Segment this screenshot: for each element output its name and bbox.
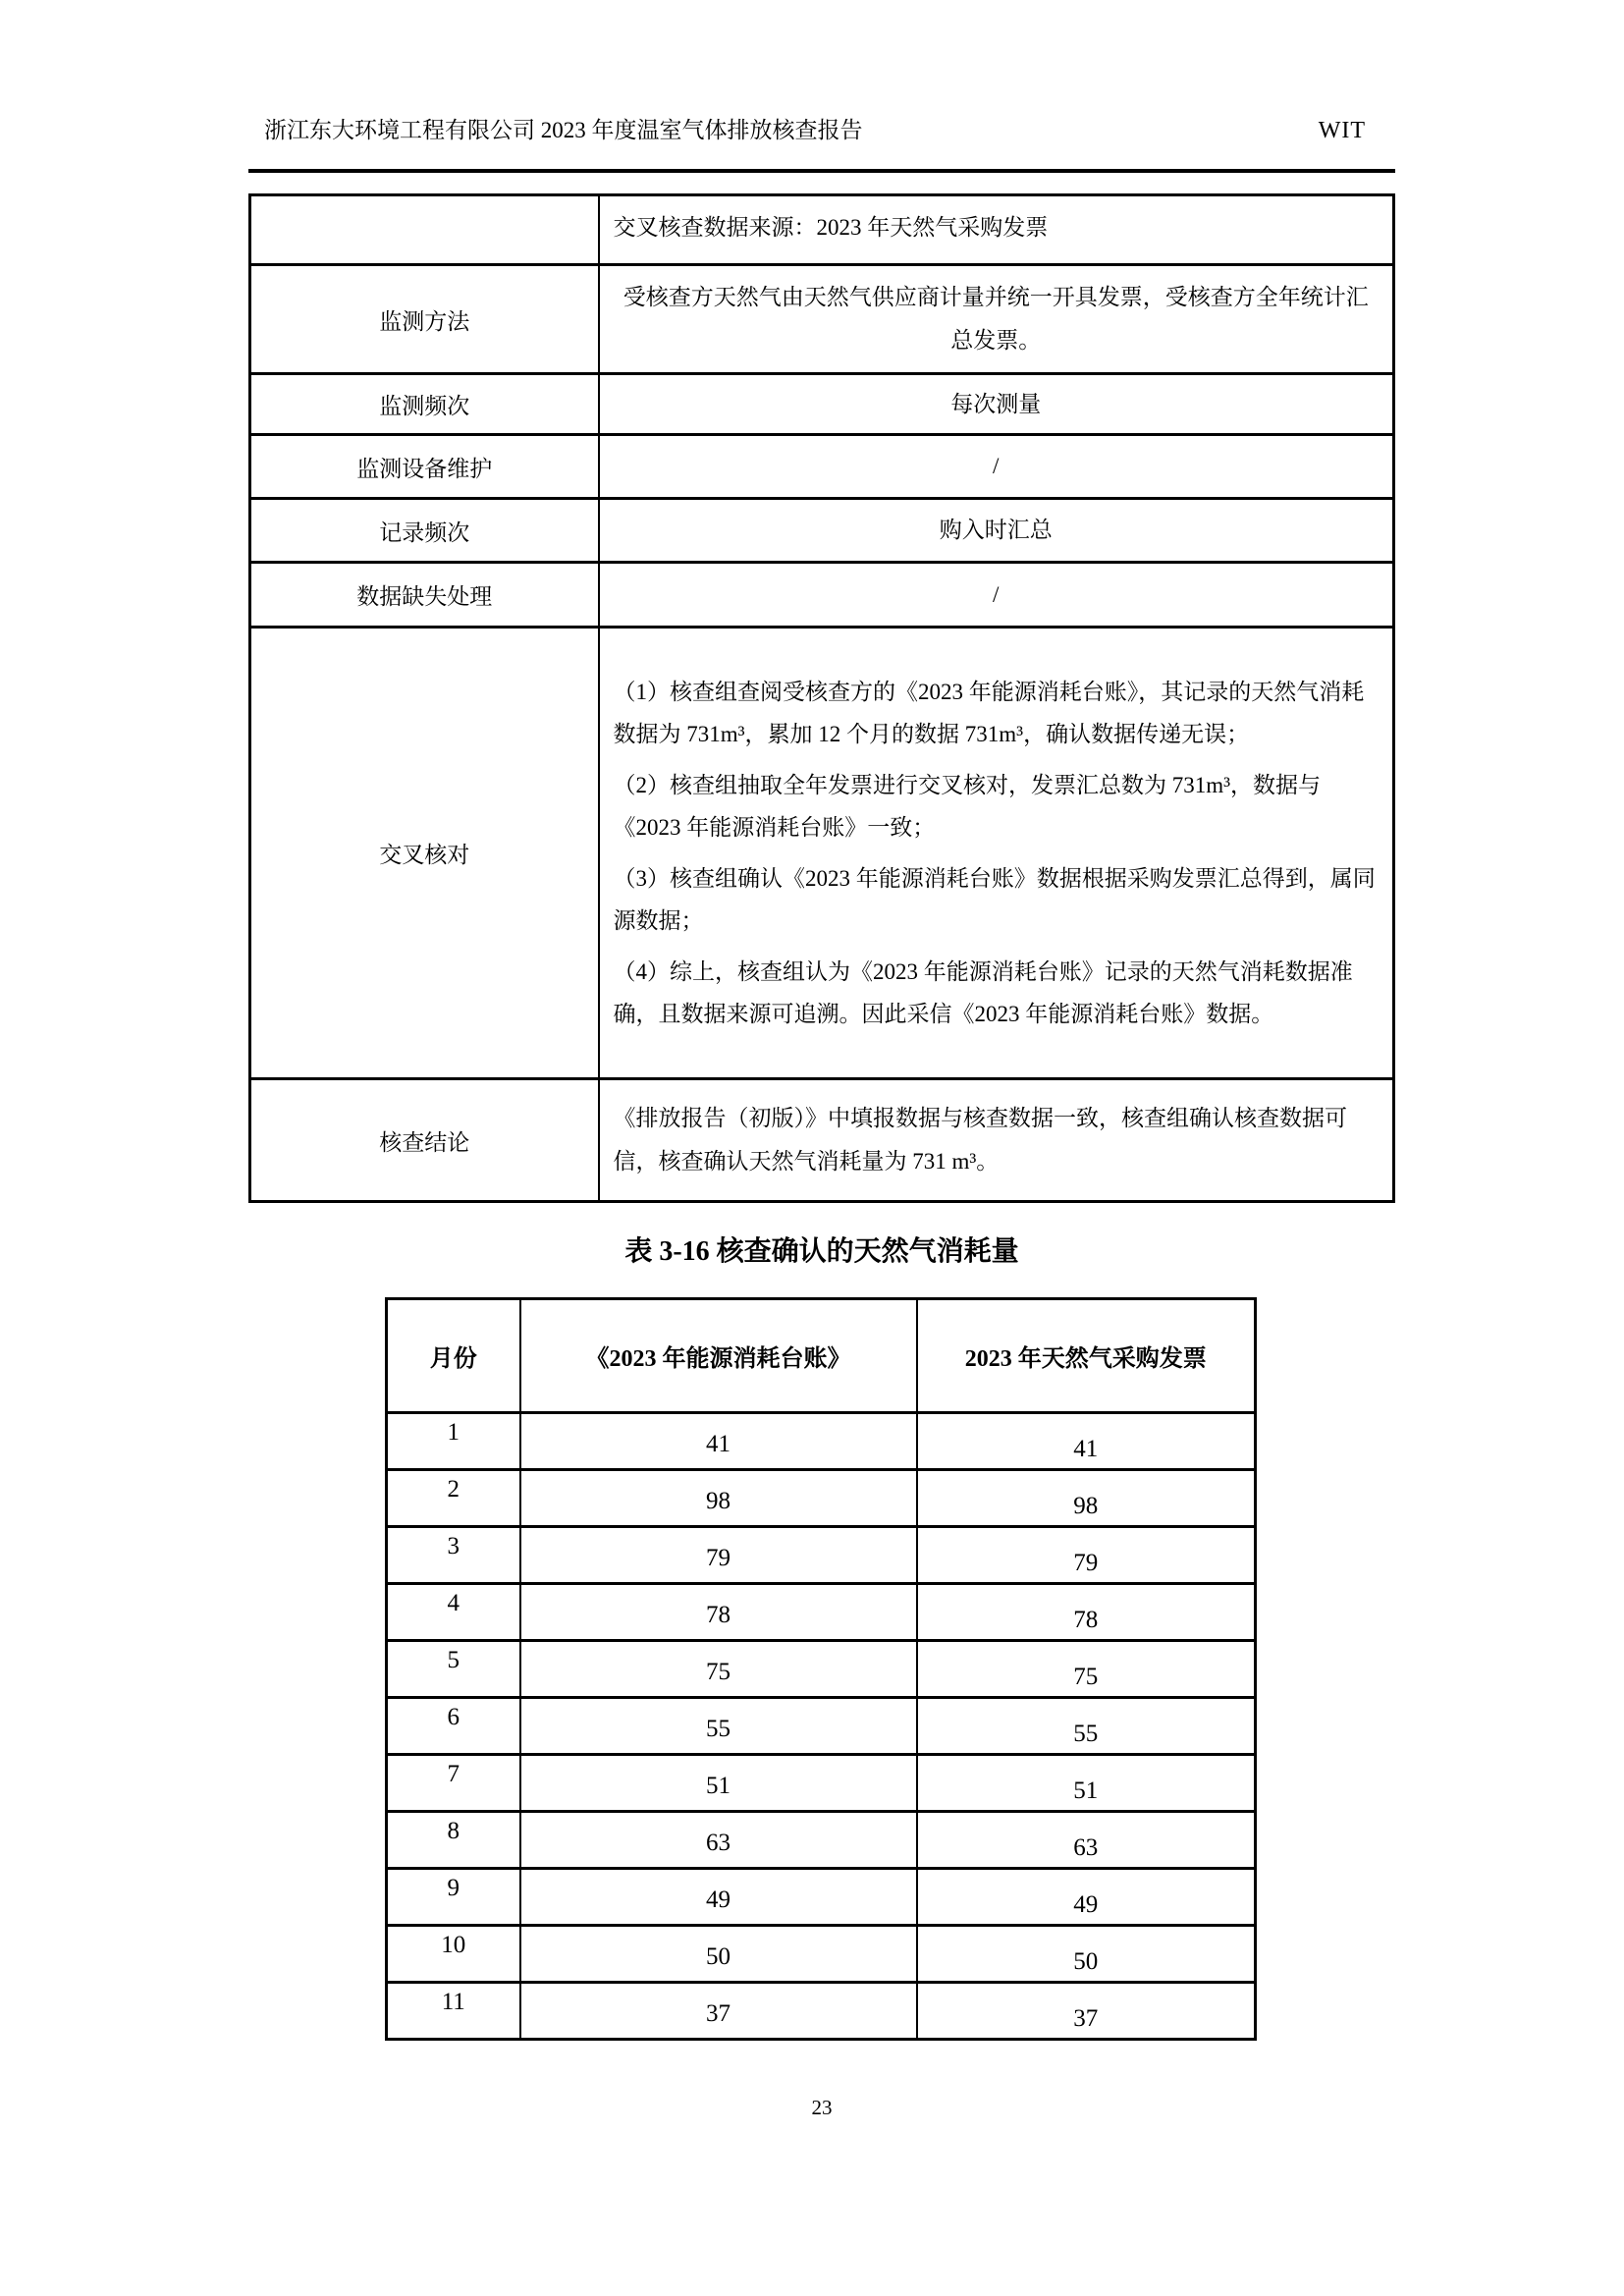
monitoring-row-value: 交叉核查数据来源：2023 年天然气采购发票 xyxy=(599,195,1394,265)
monitoring-row-label: 记录频次 xyxy=(250,499,599,563)
monitoring-row xyxy=(250,628,1394,1079)
month-cell: 1 xyxy=(387,1413,520,1470)
header-mark: WIT xyxy=(1318,118,1366,143)
consumption-column-header: 月份 xyxy=(387,1299,520,1413)
consumption-row xyxy=(387,1755,1256,1812)
ledger-value-cell: 79 xyxy=(520,1527,917,1584)
month-cell: 10 xyxy=(387,1926,520,1983)
monitoring-row-value xyxy=(599,628,1394,1079)
consumption-row xyxy=(387,1983,1256,2040)
ledger-value-cell: 49 xyxy=(520,1869,917,1926)
monitoring-row-label: 监测设备维护 xyxy=(250,435,599,499)
consumption-row xyxy=(387,1470,1256,1527)
ledger-value-cell: 55 xyxy=(520,1698,917,1755)
consumption-column-header: 《2023 年能源消耗台账》 xyxy=(520,1299,917,1413)
page-header xyxy=(248,116,1395,173)
page-content xyxy=(248,116,1395,2120)
monitoring-paragraph: （1）核查组查阅受核查方的《2023 年能源消耗台账》，其记录的天然气消耗数据为 731m³，累加 12 个月的数据 731m³，确认数据传递无误； xyxy=(613,680,1365,746)
invoice-value-cell: 51 xyxy=(917,1755,1256,1812)
monitoring-row-label xyxy=(250,195,599,265)
invoice-value-cell: 98 xyxy=(917,1470,1256,1527)
consumption-row xyxy=(387,1584,1256,1641)
monitoring-row-value: / xyxy=(599,435,1394,499)
monitoring-row-label: 数据缺失处理 xyxy=(250,563,599,628)
month-cell: 2 xyxy=(387,1470,520,1527)
consumption-header-row xyxy=(387,1299,1256,1413)
ledger-value-cell: 50 xyxy=(520,1926,917,1983)
monitoring-row-label: 监测方法 xyxy=(250,265,599,374)
header-rule xyxy=(248,169,1395,173)
monitoring-table xyxy=(248,193,1395,1203)
monitoring-row-value: 《排放报告（初版）》中填报数据与核查数据一致，核查组确认核查数据可信，核查确认天然气消耗量为 731 m³。 xyxy=(599,1079,1394,1202)
ledger-value-cell: 51 xyxy=(520,1755,917,1812)
monitoring-table-body xyxy=(250,195,1394,1202)
consumption-row xyxy=(387,1413,1256,1470)
ledger-value-cell: 75 xyxy=(520,1641,917,1698)
monitoring-row xyxy=(250,195,1394,265)
monitoring-row-value: 购入时汇总 xyxy=(599,499,1394,563)
month-cell: 3 xyxy=(387,1527,520,1584)
monitoring-row xyxy=(250,1079,1394,1202)
consumption-column-header: 2023 年天然气采购发票 xyxy=(917,1299,1256,1413)
header-row xyxy=(248,116,1395,145)
monitoring-row-value: 每次测量 xyxy=(599,374,1394,435)
ledger-value-cell: 37 xyxy=(520,1983,917,2040)
consumption-row xyxy=(387,1869,1256,1926)
month-cell: 4 xyxy=(387,1584,520,1641)
monitoring-row-value: 受核查方天然气由天然气供应商计量并统一开具发票，受核查方全年统计汇总发票。 xyxy=(599,265,1394,374)
month-cell: 5 xyxy=(387,1641,520,1698)
consumption-row xyxy=(387,1926,1256,1983)
consumption-row xyxy=(387,1812,1256,1869)
monitoring-paragraph: （4）综上，核查组认为《2023 年能源消耗台账》记录的天然气消耗数据准确，且数据来源可追溯。因此采信《2023 年能源消耗台账》数据。 xyxy=(613,959,1353,1026)
monitoring-row xyxy=(250,563,1394,628)
header-title: 浙江东大环境工程有限公司 2023 年度温室气体排放核查报告 xyxy=(264,118,863,142)
month-cell: 11 xyxy=(387,1983,520,2040)
monitoring-row-value: / xyxy=(599,563,1394,628)
month-cell: 9 xyxy=(387,1869,520,1926)
monitoring-row-label: 交叉核对 xyxy=(250,628,599,1079)
invoice-value-cell: 50 xyxy=(917,1926,1256,1983)
monitoring-row xyxy=(250,374,1394,435)
month-cell: 8 xyxy=(387,1812,520,1869)
invoice-value-cell: 75 xyxy=(917,1641,1256,1698)
consumption-table xyxy=(385,1297,1257,2041)
page-number: 23 xyxy=(811,2096,833,2119)
monitoring-paragraph: （3）核查组确认《2023 年能源消耗台账》数据根据采购发票汇总得到，属同源数据； xyxy=(613,866,1376,933)
invoice-value-cell: 79 xyxy=(917,1527,1256,1584)
table-3-16-title: 表 3-16 核查确认的天然气消耗量 xyxy=(624,1236,1019,1267)
ledger-value-cell: 63 xyxy=(520,1812,917,1869)
invoice-value-cell: 49 xyxy=(917,1869,1256,1926)
consumption-table-body xyxy=(387,1413,1256,2040)
monitoring-row-label: 监测频次 xyxy=(250,374,599,435)
invoice-value-cell: 63 xyxy=(917,1812,1256,1869)
invoice-value-cell: 78 xyxy=(917,1584,1256,1641)
month-cell: 7 xyxy=(387,1755,520,1812)
monitoring-row-label: 核查结论 xyxy=(250,1079,599,1202)
invoice-value-cell: 55 xyxy=(917,1698,1256,1755)
monitoring-row xyxy=(250,499,1394,563)
consumption-row xyxy=(387,1527,1256,1584)
monitoring-row xyxy=(250,265,1394,374)
consumption-row xyxy=(387,1698,1256,1755)
ledger-value-cell: 78 xyxy=(520,1584,917,1641)
ledger-value-cell: 98 xyxy=(520,1470,917,1527)
monitoring-paragraph: （2）核查组抽取全年发票进行交叉核对，发票汇总数为 731m³，数据与《2023 年能源消耗台账》一致； xyxy=(613,773,1322,840)
consumption-row xyxy=(387,1641,1256,1698)
ledger-value-cell: 41 xyxy=(520,1413,917,1470)
invoice-value-cell: 37 xyxy=(917,1983,1256,2040)
invoice-value-cell: 41 xyxy=(917,1413,1256,1470)
month-cell: 6 xyxy=(387,1698,520,1755)
monitoring-row xyxy=(250,435,1394,499)
